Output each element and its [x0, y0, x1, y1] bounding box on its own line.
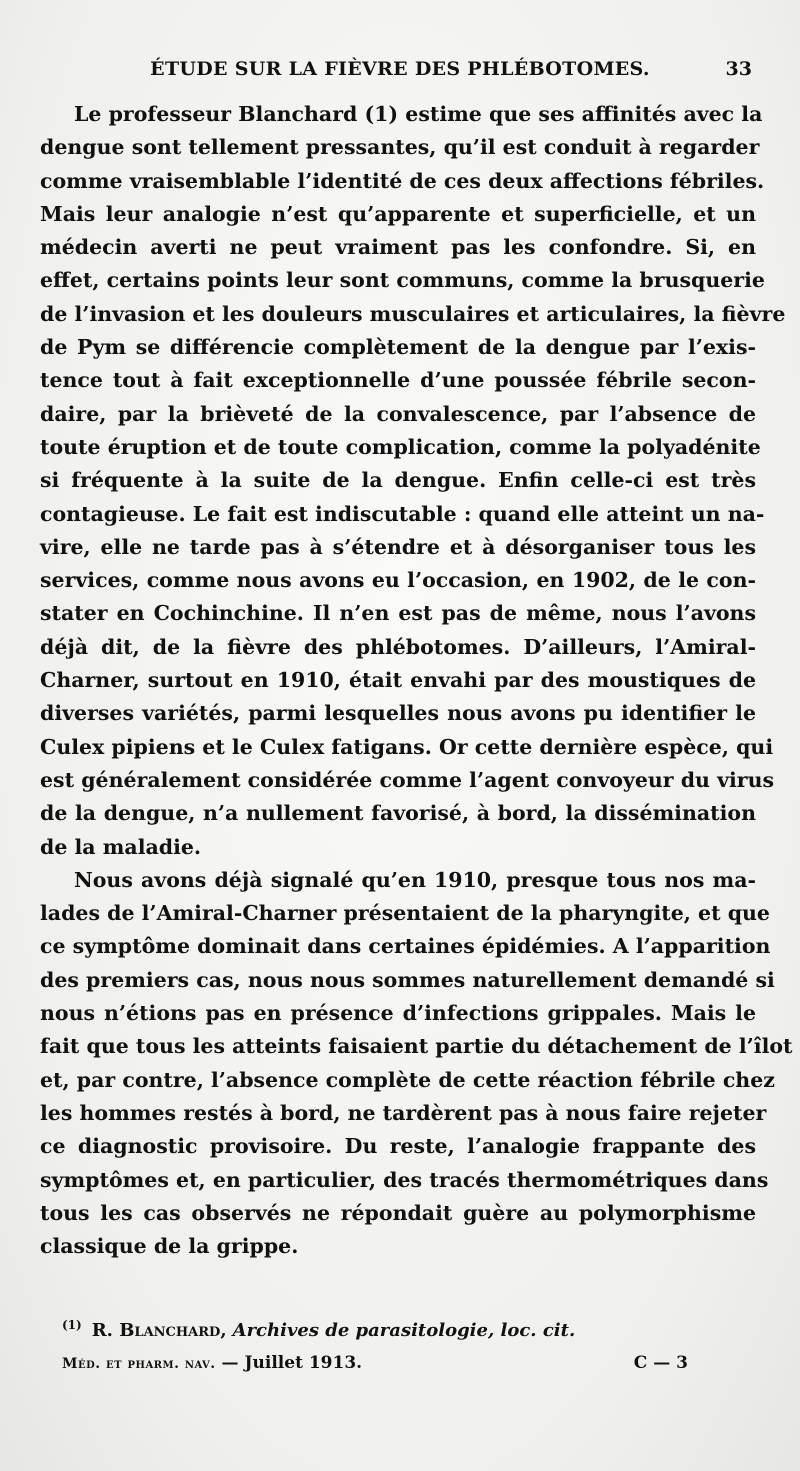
text-line: dengue sont tellement pressantes, qu’il est conduit à regarder	[40, 135, 760, 160]
running-head	[40, 58, 760, 88]
text-line: symptômes et, en particulier, des tracés thermométriques dans	[40, 1167, 769, 1192]
text-line: Le professeur Blanchard (1) estime que ses affinités avec la	[74, 102, 763, 126]
footnote-author: R. Blanchard,	[91, 1320, 227, 1341]
text-line: contagieuse. Le fait est indiscutable : quand elle atteint un na-	[40, 501, 765, 526]
body-text	[40, 98, 793, 1263]
footnote-mark: (1)	[62, 1318, 82, 1332]
text-line: de la dengue, n’a nullement favorisé, à bord, la dissémination	[40, 801, 756, 826]
text-line: des premiers cas, nous nous sommes naturellement demandé si	[40, 967, 775, 992]
text-line: daire, par la brièveté de la convalescence, par l’absence de	[40, 401, 756, 426]
text-line: et, par contre, l’absence complète de cette réaction fébrile chez	[40, 1067, 775, 1092]
text-line: médecin averti ne peut vraiment pas les confondre. Si, en	[40, 235, 756, 260]
text-line: services, comme nous avons eu l’occasion, en 1902, de le con-	[40, 568, 756, 593]
page-number: 33	[725, 58, 752, 80]
text-line: Culex pipiens et le Culex fatigans. Or cette dernière espèce, qui	[40, 734, 774, 759]
journal-date: — Juillet 1913.	[215, 1353, 363, 1373]
text-line: de Pym se différencie complètement de la dengue par l’exis-	[40, 335, 756, 360]
text-line: de l’invasion et les douleurs musculaires et articulaires, la fièvre	[40, 301, 786, 326]
signature-line	[62, 1353, 688, 1379]
text-line: tence tout à fait exceptionnelle d’une poussée fébrile secon-	[40, 368, 756, 393]
text-line: Mais leur analogie n’est qu’apparente et superficielle, et un	[40, 201, 756, 226]
text-line: toute éruption et de toute complication, comme la polyadénite	[40, 434, 761, 459]
text-line: effet, certains points leur sont communs, comme la brusquerie	[40, 268, 765, 293]
text-line: fait que tous les atteints faisaient partie du détachement de l’îlot	[40, 1034, 793, 1059]
footnote-work: Archives de parasitologie, loc. cit.	[232, 1320, 576, 1341]
text-line: Charner, surtout en 1910, était envahi par des moustiques de	[40, 668, 756, 693]
text-line: vire, elle ne tarde pas à s’étendre et à désorganiser tous les	[40, 534, 756, 559]
footnote	[62, 1318, 575, 1341]
text-line: stater en Cochinchine. Il n’en est pas de même, nous l’avons	[40, 601, 756, 626]
text-line: ce symptôme dominait dans certaines épidémies. A l’apparition	[40, 934, 771, 959]
journal-signature	[62, 1353, 362, 1373]
text-line: nous n’étions pas en présence d’infections grippales. Mais le	[40, 1001, 756, 1026]
text-line: de la maladie.	[40, 834, 202, 859]
running-title: ÉTUDE SUR LA FIÈVRE DES PHLÉBOTOMES.	[150, 58, 650, 80]
text-line: déjà dit, de la fièvre des phlébotomes. D’ailleurs, l’Amiral-	[40, 634, 756, 659]
text-line: est généralement considérée comme l’agent convoyeur du virus	[40, 767, 775, 792]
text-line: si fréquente à la suite de la dengue. Enfin celle-ci est très	[40, 468, 756, 493]
text-line: les hommes restés à bord, ne tardèrent pas à nous faire rejeter	[40, 1100, 767, 1125]
text-line: diverses variétés, parmi lesquelles nous avons pu identifier le	[40, 701, 756, 726]
text-line: comme vraisemblable l’identité de ces deux affections fébriles.	[40, 168, 765, 193]
text-line: Nous avons déjà signalé qu’en 1910, presque tous nos ma-	[74, 867, 756, 892]
text-line: classique de la grippe.	[40, 1234, 299, 1259]
sheet-signature: C — 3	[633, 1353, 688, 1373]
text-line: ce diagnostic provisoire. Du reste, l’analogie frappante des	[40, 1134, 756, 1159]
text-line: tous les cas observés ne répondait guère au polymorphisme	[40, 1200, 756, 1225]
text-line: lades de l’Amiral-Charner présentaient de la pharyngite, et que	[40, 901, 770, 926]
journal-name: Méd. et pharm. nav.	[62, 1356, 216, 1372]
